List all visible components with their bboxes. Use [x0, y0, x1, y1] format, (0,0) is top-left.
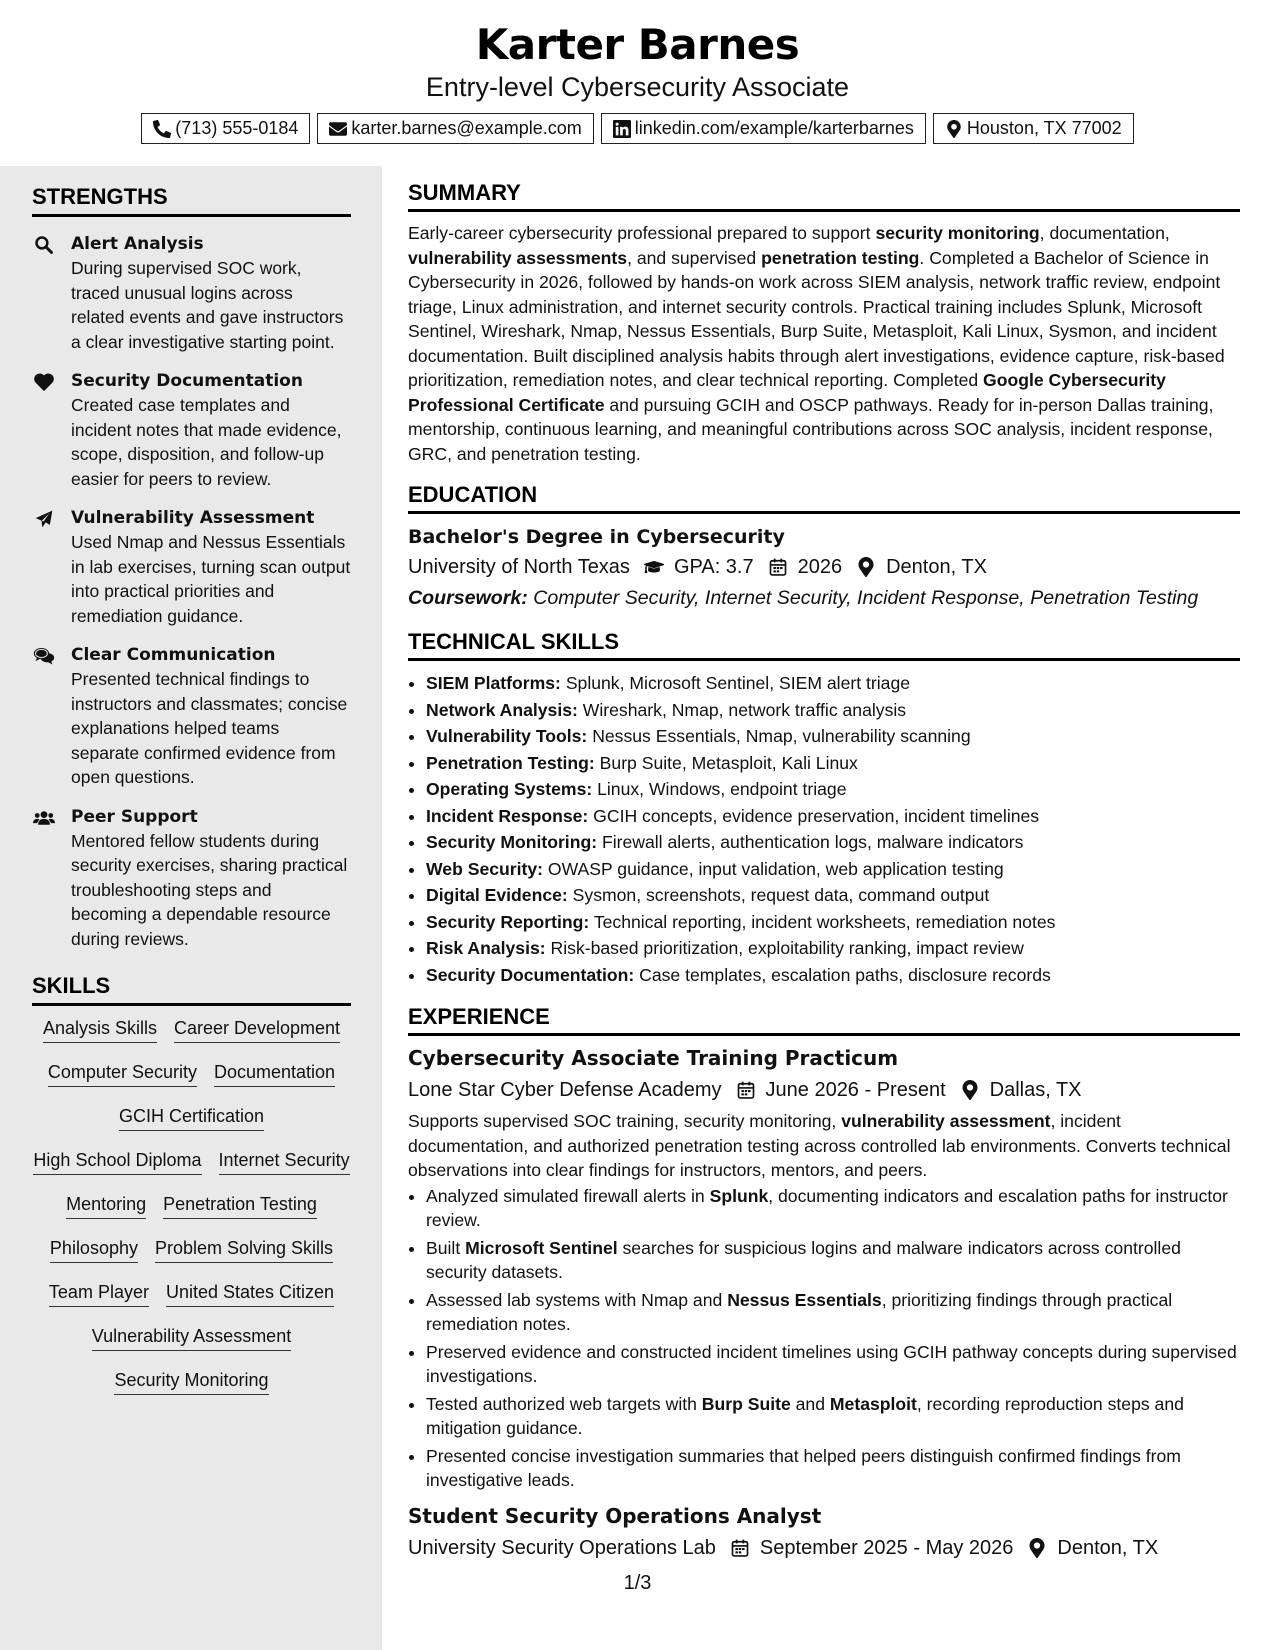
candidate-title: Entry-level Cybersecurity Associate — [425, 72, 850, 102]
summary-heading: SUMMARY — [408, 180, 1240, 212]
contact-email-text: karter.barnes@example.com — [351, 118, 582, 138]
technical-skill-item — [426, 962, 1240, 989]
text-segment: , incident documentation, and authorized penetration testing across controlled lab environments. Converts technical observations into clear findings for instructors, mentors, and peers. — [408, 1111, 1231, 1180]
job-bullet — [426, 1288, 1240, 1337]
technical-skill-item — [426, 750, 1240, 777]
technical-skill-item — [426, 723, 1240, 750]
skill-tag: Internet Security — [219, 1148, 350, 1175]
coursework — [408, 583, 1240, 613]
map-pin-icon — [856, 557, 876, 577]
technical-skill-item — [426, 909, 1240, 936]
text-segment: and pursuing GCIH and OSCP pathways. Ready for in-person Dallas training, mentorship, continuous learning, and meaningful contributions across SOC analysis, incident response, GRC, and penetration testing. — [408, 394, 1214, 464]
map-pin-icon — [945, 120, 963, 138]
skill-category: Network Analysis: — [426, 699, 578, 720]
skill-values: GCIH concepts, evidence preservation, incident timelines — [593, 805, 1040, 826]
text-segment: , documenting indicators and escalation paths for instructor review. — [426, 1185, 1228, 1230]
candidate-name: Karter Barnes — [475, 20, 800, 69]
strength-item — [32, 232, 351, 354]
calendar-icon — [768, 557, 788, 577]
strength-title: Vulnerability Assessment — [71, 508, 315, 528]
education-location: Denton, TX — [886, 556, 987, 578]
job-bullet — [426, 1184, 1240, 1233]
skill-tag: Computer Security — [48, 1060, 197, 1087]
skill-tag: Career Development — [174, 1016, 340, 1043]
technical-skill-item — [426, 697, 1240, 724]
job-bullet — [426, 1392, 1240, 1441]
skill-tag: Problem Solving Skills — [155, 1236, 333, 1263]
job-bullet — [426, 1236, 1240, 1285]
bold-text: Microsoft Sentinel — [465, 1237, 618, 1258]
education-heading: EDUCATION — [408, 482, 1240, 514]
contact-phone[interactable] — [141, 113, 310, 144]
summary-text — [408, 221, 1240, 466]
skill-tag: GCIH Certification — [119, 1104, 264, 1131]
strength-desc: Mentored fellow students during security exercises, sharing practical troubleshooting steps and becoming a dependable resource during reviews. — [71, 830, 348, 949]
skill-category: Security Documentation: — [426, 964, 635, 985]
skill-tag: Analysis Skills — [43, 1016, 157, 1043]
text-segment: Tested authorized web targets with — [426, 1393, 702, 1414]
job-description — [408, 1109, 1240, 1183]
phone-icon — [153, 120, 171, 138]
job-meta — [408, 1075, 1240, 1105]
skill-values: Sysmon, screenshots, request data, command output — [572, 885, 990, 905]
skill-values: Burp Suite, Metasploit, Kali Linux — [599, 752, 858, 773]
users-icon — [33, 808, 55, 828]
job-org: Lone Star Cyber Defense Academy — [408, 1079, 722, 1101]
paper-plane-icon — [33, 509, 55, 529]
contact-linkedin-text: linkedin.com/example/karterbarnes — [634, 118, 914, 138]
map-pin-icon — [1027, 1538, 1047, 1558]
coursework-label: Coursework: — [408, 587, 528, 609]
skill-values: Wireshark, Nmap, network traffic analysis — [582, 699, 907, 720]
envelope-icon — [329, 120, 347, 138]
sidebar — [0, 166, 382, 1650]
search-icon — [33, 235, 55, 255]
bold-text: Google Cybersecurity Professional Certificate — [408, 370, 1166, 415]
contact-location-text: Houston, TX 77002 — [966, 118, 1122, 138]
skill-values: Case templates, escalation paths, disclosure records — [639, 964, 1051, 985]
job-entry — [408, 1502, 1240, 1563]
bold-text: Nessus Essentials — [727, 1289, 882, 1310]
skill-category: Security Reporting: — [426, 911, 590, 932]
skill-tag: Security Monitoring — [114, 1368, 268, 1395]
technical-skill-item — [426, 856, 1240, 883]
bold-text: Metasploit — [829, 1393, 917, 1414]
graduation-year: 2026 — [797, 556, 843, 578]
job-dates: September 2025 - May 2026 — [759, 1536, 1014, 1559]
text-segment: Presented concise investigation summaries that helped peers distinguish confirmed findings from investigative leads. — [426, 1445, 1181, 1490]
graduation-cap-icon — [644, 557, 664, 577]
contact-bar — [0, 113, 1275, 144]
text-segment: , prioritizing findings through practical remediation notes. — [426, 1289, 1173, 1334]
skill-values: Linux, Windows, endpoint triage — [597, 779, 847, 799]
strength-desc: Used Nmap and Nessus Essentials in lab exercises, turning scan output into practical priorities and remediation guidance. — [71, 532, 351, 626]
skill-values: Firewall alerts, authentication logs, malware indicators — [601, 832, 1024, 852]
experience-heading: EXPERIENCE — [408, 1004, 1240, 1036]
skill-tag: Penetration Testing — [163, 1192, 317, 1219]
skill-category: Web Security: — [426, 858, 543, 879]
strength-title: Peer Support — [71, 806, 198, 827]
comments-icon — [33, 646, 55, 666]
skills-heading: SKILLS — [32, 973, 351, 1006]
skill-category: Operating Systems: — [426, 779, 593, 799]
text-segment: Preserved evidence and constructed incident timelines using GCIH pathway concepts during supervised investigations. — [426, 1341, 1237, 1386]
text-segment: . Completed a Bachelor of Science in Cybersecurity in 2026, followed by hands-on work across SIEM analysis, network traffic review, endpoint triage, Linux administration, and internet security controls. Practical training includes Splunk, Microsoft Sentinel, Wireshark, Nmap, Nessus Essentials, Burp Suite, Metasploit, Kali Linux, Sysmon, and incident documentation. Built disciplined analysis habits through alert investigations, evidence capture, risk-based prioritization, remediation notes, and clear technical reporting. Completed — [408, 247, 1225, 390]
skill-values: OWASP guidance, input validation, web application testing — [547, 858, 1004, 879]
strength-item — [32, 643, 351, 790]
skill-category: Incident Response: — [426, 805, 589, 826]
calendar-icon — [730, 1538, 750, 1558]
strength-item — [32, 805, 351, 952]
skill-tag: Documentation — [214, 1060, 335, 1087]
skill-category: Penetration Testing: — [426, 752, 595, 773]
job-bullet — [426, 1444, 1240, 1493]
skill-category: Vulnerability Tools: — [426, 726, 588, 746]
text-segment: Supports supervised SOC training, security monitoring, — [408, 1111, 842, 1131]
education-meta — [408, 552, 1240, 582]
skill-category: Risk Analysis: — [426, 938, 546, 958]
bold-text: Splunk — [709, 1185, 769, 1206]
technical-skill-item — [426, 776, 1240, 803]
skill-tag: Team Player — [49, 1280, 149, 1307]
bold-text: vulnerability assessment — [841, 1111, 1051, 1131]
technical-skill-item — [426, 935, 1240, 962]
calendar-icon — [736, 1080, 756, 1100]
text-segment: , recording reproduction steps and mitigation guidance. — [426, 1393, 1184, 1438]
skill-tag: United States Citizen — [166, 1280, 334, 1307]
text-segment: , documentation, — [1039, 223, 1170, 243]
skill-category: Security Monitoring: — [426, 832, 598, 852]
job-title: Cybersecurity Associate Training Practicum — [408, 1046, 899, 1070]
map-pin-icon — [960, 1080, 980, 1100]
strength-title: Clear Communication — [71, 645, 276, 665]
linkedin-icon — [613, 120, 631, 138]
job-meta — [408, 1533, 1240, 1563]
bold-text: Burp Suite — [701, 1393, 791, 1414]
strength-desc: Created case templates and incident notes that made evidence, scope, disposition, and follow-up easier for peers to review. — [71, 395, 342, 489]
heart-icon — [33, 372, 55, 392]
gpa: GPA: 3.7 — [673, 556, 754, 578]
job-org: University Security Operations Lab — [408, 1536, 716, 1559]
contact-location — [933, 113, 1134, 144]
bold-text: security monitoring — [875, 223, 1040, 243]
strength-desc: Presented technical findings to instructors and classmates; concise explanations helped teams separate confirmed evidence from open questions. — [71, 669, 348, 787]
technical-skills-list — [408, 670, 1240, 988]
technical-skill-item — [426, 803, 1240, 830]
technical-skill-item — [426, 882, 1240, 909]
skill-values: Technical reporting, incident worksheets, remediation notes — [593, 911, 1056, 932]
skill-values: Risk-based prioritization, exploitability ranking, impact review — [550, 938, 1024, 958]
strength-title: Alert Analysis — [71, 234, 204, 254]
text-segment: Early-career cybersecurity professional prepared to support — [408, 223, 876, 243]
skill-tag: High School Diploma — [33, 1148, 201, 1175]
technical-skill-item — [426, 829, 1240, 856]
text-segment: Built — [426, 1237, 466, 1258]
bold-text: vulnerability assessments — [408, 247, 628, 268]
skill-category: SIEM Platforms: — [426, 673, 561, 693]
job-location: Dallas, TX — [989, 1079, 1082, 1101]
job-location: Denton, TX — [1057, 1536, 1159, 1559]
skill-tag: Philosophy — [50, 1236, 138, 1263]
text-segment: Assessed lab systems with Nmap and — [426, 1289, 728, 1310]
job-bullet — [426, 1340, 1240, 1389]
job-dates: June 2026 - Present — [765, 1079, 946, 1101]
strength-item — [32, 506, 351, 628]
strengths-heading: STRENGTHS — [32, 184, 351, 217]
skill-tag: Mentoring — [66, 1192, 146, 1219]
text-segment: and — [790, 1393, 830, 1414]
school-name: University of North Texas — [408, 556, 630, 578]
text-segment: , and supervised — [627, 247, 762, 268]
technical-skill-item — [426, 670, 1240, 697]
text-segment: Analyzed simulated firewall alerts in — [426, 1185, 710, 1206]
skill-category: Digital Evidence: — [426, 885, 568, 905]
skill-tag: Vulnerability Assessment — [92, 1324, 291, 1351]
main-content — [408, 180, 1240, 1563]
text-segment: searches for suspicious logins and malware indicators across controlled security datasets. — [426, 1237, 1181, 1282]
contact-email[interactable] — [317, 113, 593, 144]
skill-values: Splunk, Microsoft Sentinel, SIEM alert triage — [565, 673, 911, 693]
coursework-list: Computer Security, Internet Security, Incident Response, Penetration Testing — [533, 587, 1199, 609]
job-title: Student Security Operations Analyst — [408, 1503, 822, 1528]
skill-values: Nessus Essentials, Nmap, vulnerability scanning — [592, 726, 971, 746]
job-bullets — [408, 1184, 1240, 1493]
job-entry — [408, 1044, 1240, 1493]
strength-desc: During supervised SOC work, traced unusual logins across related events and gave instructors a clear investigative starting point. — [71, 258, 344, 352]
technical-skills-heading: TECHNICAL SKILLS — [408, 629, 1240, 661]
degree-title: Bachelor's Degree in Cybersecurity — [408, 526, 785, 548]
contact-phone-text: (713) 555-0184 — [175, 118, 299, 138]
strength-item — [32, 369, 351, 491]
contact-linkedin[interactable] — [601, 113, 926, 144]
page-number: 1/3 — [623, 1572, 652, 1594]
strength-title: Security Documentation — [71, 371, 303, 391]
bold-text: penetration testing — [761, 247, 920, 268]
skill-tag-list — [32, 1016, 351, 1412]
